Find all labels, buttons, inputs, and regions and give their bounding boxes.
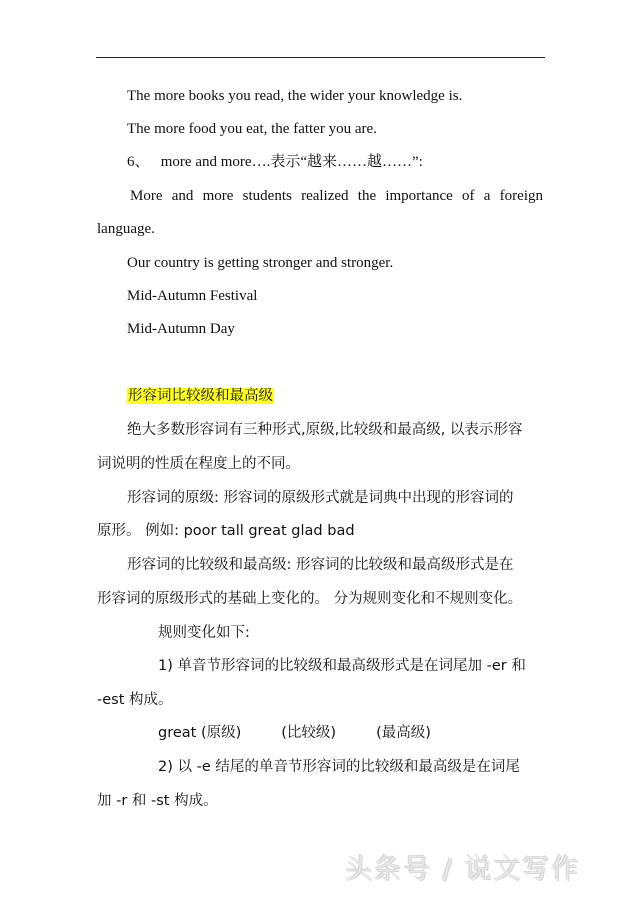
rule-2-line-1: 2) 以 -e 结尾的单音节形容词的比较级和最高级是在词尾 (158, 759, 520, 775)
sentence-students: More and more students realized the importance of a foreign (130, 188, 543, 204)
para-2-line-2: 原形。 例如: poor tall great glad bad (97, 523, 355, 539)
item-6-text: more and more….表示“越来……越……”: (160, 154, 423, 170)
example-positive: great (原级) (158, 725, 242, 741)
sentence-country: Our country is getting stronger and stronger. (127, 255, 394, 271)
sentence-books: The more books you read, the wider your knowledge is. (127, 88, 463, 104)
term-mid-autumn-day: Mid-Autumn Day (127, 321, 235, 337)
section-heading-highlight: 形容词比较级和最高级 (128, 388, 273, 404)
para-3-line-1: 形容词的比较级和最高级: 形容词的比较级和最高级形式是在 (127, 557, 514, 573)
para-2-line-1: 形容词的原级: 形容词的原级形式就是词典中出现的形容词的 (127, 490, 514, 506)
regular-changes-label: 规则变化如下: (158, 625, 250, 641)
item-6-number: 6、 (127, 154, 150, 170)
example-comparative: (比较级) (281, 725, 337, 741)
rule-2-line-2: 加 -r 和 -st 构成。 (97, 793, 218, 809)
rule-1-line-1: 1) 单音节形容词的比较级和最高级形式是在词尾加 -er 和 (158, 658, 526, 674)
example-row (158, 723, 431, 743)
rule-1-line-2: -est 构成。 (97, 692, 173, 708)
para-1-line-1: 绝大多数形容词有三种形式,原级,比较级和最高级, 以表示形容 (127, 422, 523, 438)
watermark: 头条号 / 说文写作 (345, 854, 581, 885)
item-6-heading (127, 152, 423, 172)
header-rule (96, 57, 545, 58)
sentence-food: The more food you eat, the fatter you are. (127, 121, 377, 137)
para-1-line-2: 词说明的性质在程度上的不同。 (97, 456, 300, 472)
term-mid-autumn-festival: Mid-Autumn Festival (127, 288, 258, 304)
sentence-students-cont: language. (97, 221, 155, 237)
section-heading (127, 386, 274, 406)
example-superlative: (最高级) (376, 725, 431, 741)
para-3-line-2: 形容词的原级形式的基础上变化的。 分为规则变化和不规则变化。 (97, 591, 523, 607)
